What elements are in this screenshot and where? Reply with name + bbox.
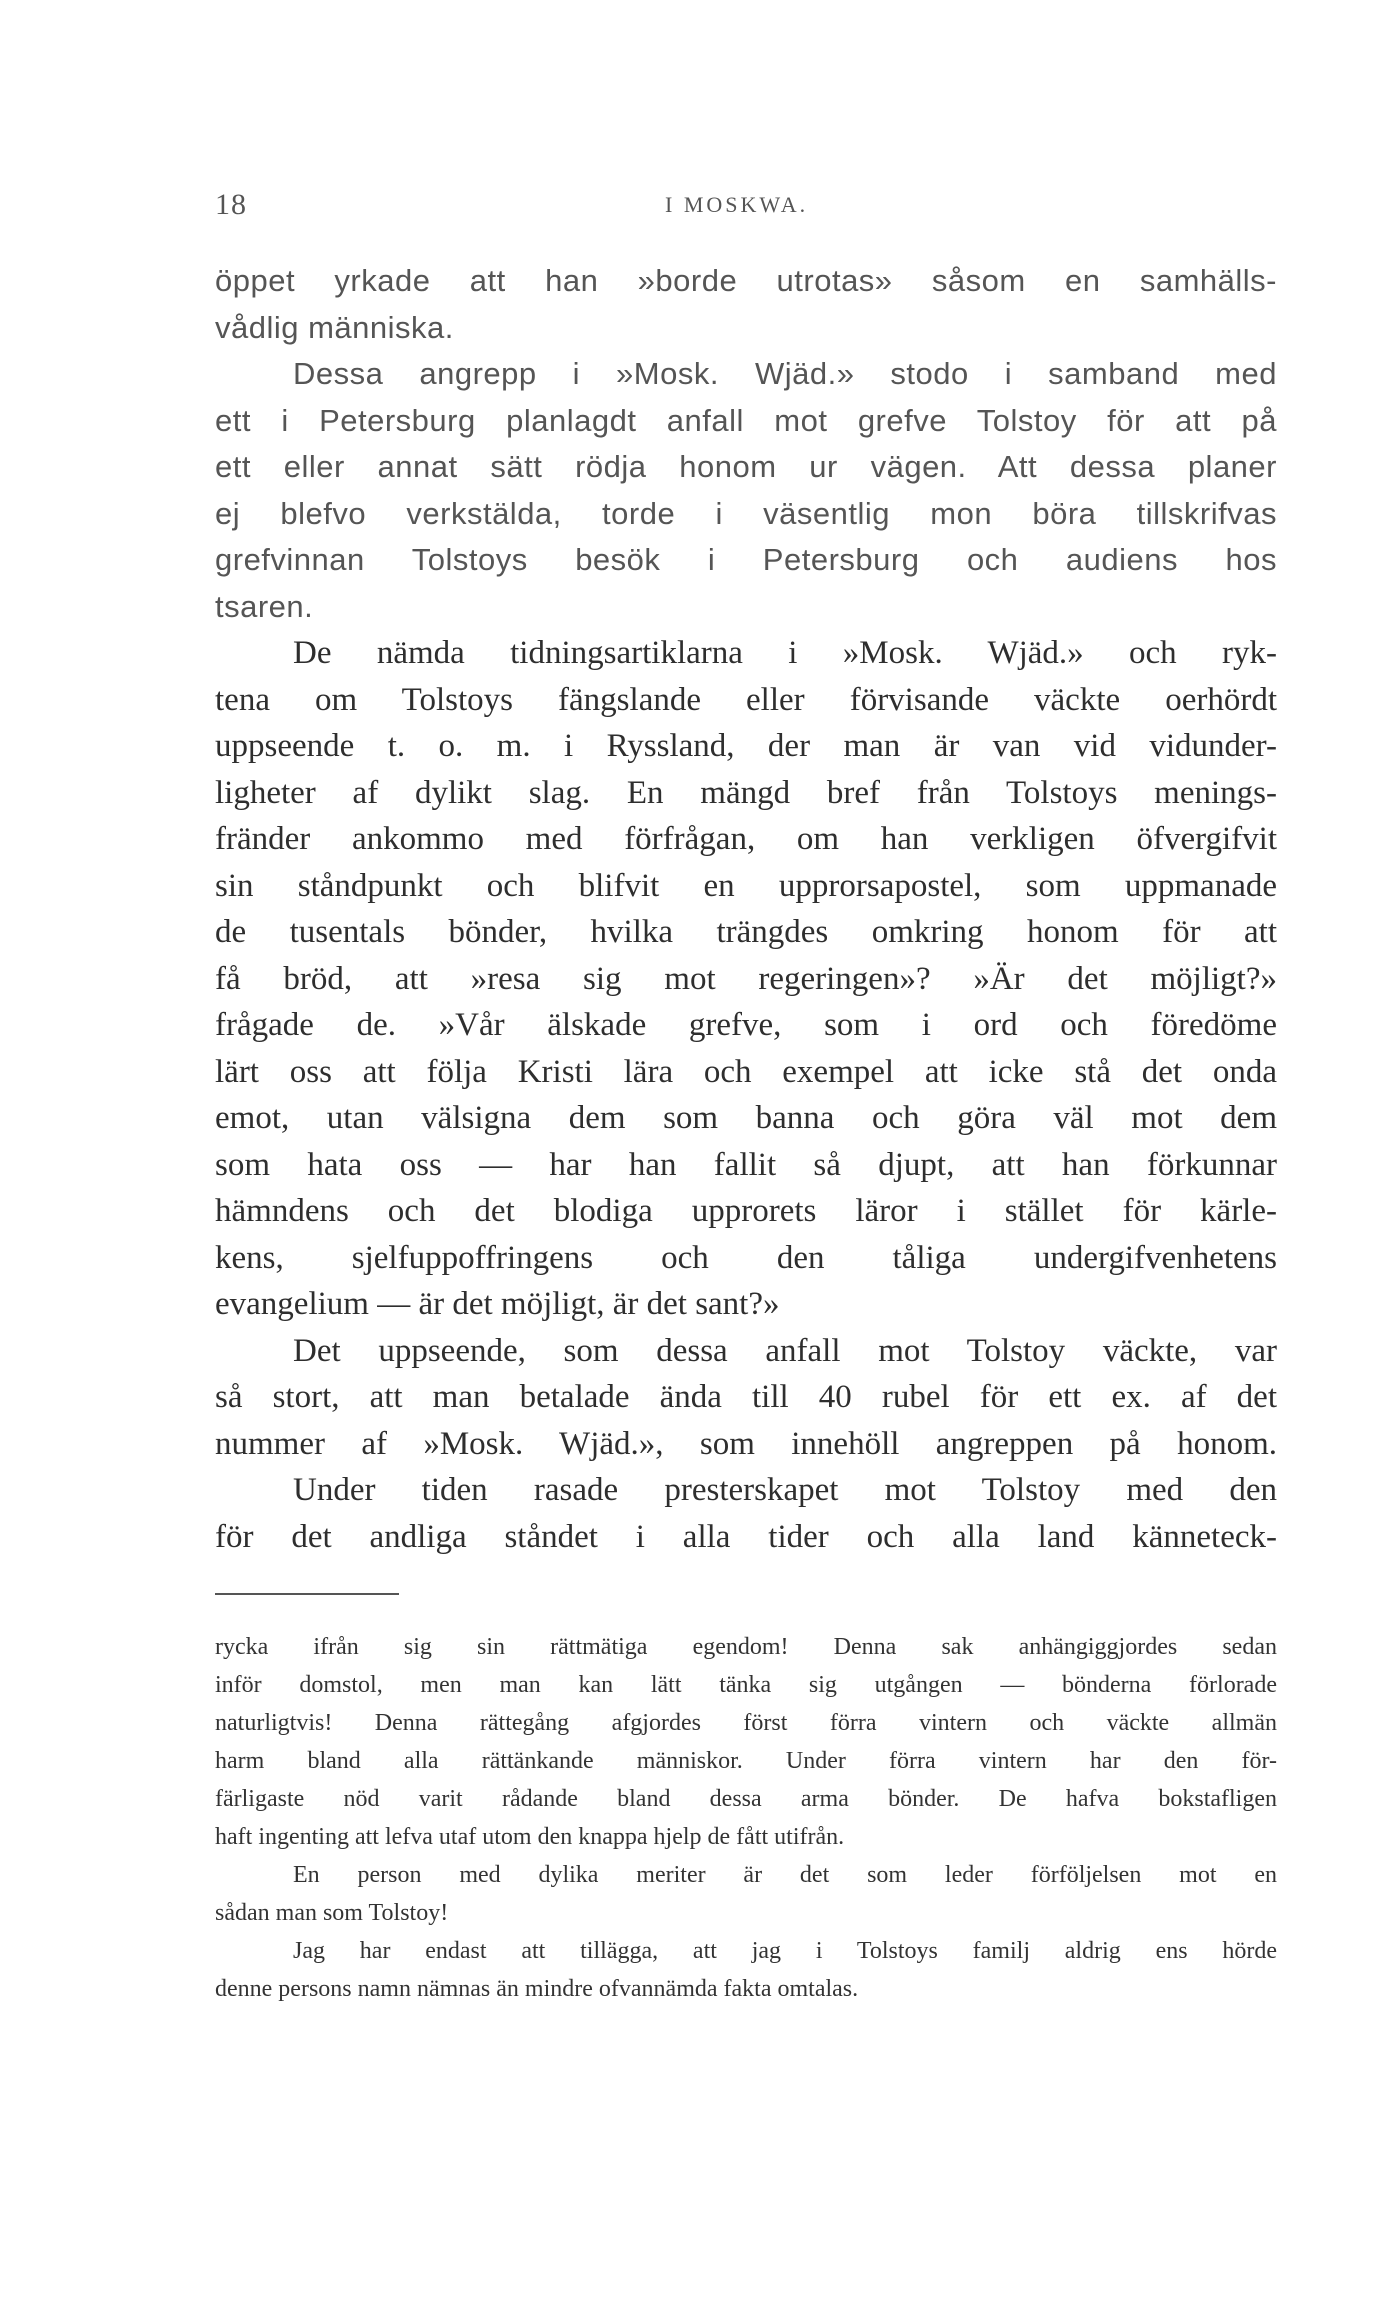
text-line: lärt oss att följa Kristi lära och exempel att icke stå det onda (215, 1053, 1277, 1090)
text-line: frågade de. »Vår älskade grefve, som i ord och föredöme (215, 1007, 1277, 1043)
footnote-line: denne persons namn nämnas än mindre ofvannämda fakta omtalas. (215, 1976, 859, 2002)
footnote-divider (215, 1593, 399, 1595)
text-line: vådlig människa. (215, 309, 454, 345)
footnote-line: inför domstol, men man kan lätt tänka sig utgången — bönderna förlorade (215, 1672, 1277, 1698)
text-line: sin ståndpunkt och blifvit en upprorsapostel, som uppmanade (215, 867, 1277, 904)
footnote-line: Jag har endast att tillägga, att jag i Tolstoys familj aldrig ens hörde (293, 1938, 1277, 1964)
text-line: så stort, att man betalade ända till 40 rubel för ett ex. af det (215, 1379, 1277, 1415)
footnote (215, 1628, 1277, 2008)
text-line: uppseende t. o. m. i Ryssland, der man är van vid vidunder- (215, 728, 1277, 764)
main-text (215, 258, 1277, 1560)
text-line: nummer af »Mosk. Wjäd.», som innehöll angreppen på honom. (215, 1425, 1277, 1462)
text-line: öppet yrkade att han »borde utrotas» såsom en samhälls- (215, 263, 1277, 298)
text-line: tena om Tolstoys fängslande eller förvisande väckte oerhördt (215, 681, 1277, 718)
text-line: evangelium — är det möjligt, är det sant?» (215, 1286, 780, 1322)
text-line: ej blefvo verkstälda, torde i väsentlig mon böra tillskrifvas (215, 495, 1277, 531)
text-line: få bröd, att »resa sig mot regeringen»? »Är det möjligt?» (215, 960, 1277, 997)
footnote-line: färligaste nöd varit rådande bland dessa arma bönder. De hafva bokstafligen (215, 1786, 1277, 1812)
footnote-line: En person med dylika meriter är det som leder förföljelsen mot en (293, 1862, 1277, 1888)
text-line: som hata oss — har han fallit så djupt, att han förkunnar (215, 1146, 1277, 1183)
footnote-line: harm bland alla rättänkande människor. Under förra vintern har den för- (215, 1748, 1277, 1774)
text-line: Dessa angrepp i »Mosk. Wjäd.» stodo i samband med (293, 356, 1277, 391)
footnote-line: naturligtvis! Denna rättegång afgjordes först förra vintern och väckte allmän (215, 1710, 1277, 1736)
page-number: 18 (215, 188, 247, 221)
text-line: De nämda tidningsartiklarna i »Mosk. Wjäd.» och ryk- (293, 635, 1277, 671)
text-line: ligheter af dylikt slag. En mängd bref från Tolstoys menings- (215, 774, 1277, 811)
page-header (215, 188, 1275, 236)
text-line: ett eller annat sätt rödja honom ur vägen. Att dessa planer (215, 449, 1277, 484)
footnote-line: rycka ifrån sig sin rättmätiga egendom! Denna sak anhängiggjordes sedan (215, 1634, 1277, 1660)
footnote-line: sådan man som Tolstoy! (215, 1900, 449, 1926)
text-line: grefvinnan Tolstoys besök i Petersburg och audiens hos (215, 542, 1277, 577)
running-title: I MOSKWA. (665, 192, 809, 217)
text-line: tsaren. (215, 588, 314, 624)
text-line: för det andliga ståndet i alla tider och alla land känneteck- (215, 1518, 1277, 1555)
text-line: de tusentals bönder, hvilka trängdes omkring honom för att (215, 914, 1277, 950)
text-line: ett i Petersburg planlagdt anfall mot grefve Tolstoy för att på (215, 402, 1277, 438)
text-line: kens, sjelfuppoffringens och den tåliga undergifvenhetens (215, 1239, 1277, 1276)
text-line: Under tiden rasade presterskapet mot Tolstoy med den (293, 1472, 1277, 1508)
text-line: hämndens och det blodiga upprorets läror i stället för kärle- (215, 1193, 1277, 1229)
text-line: fränder ankommo med förfrågan, om han verkligen öfvergifvit (215, 821, 1277, 857)
text-line: emot, utan välsigna dem som banna och göra väl mot dem (215, 1100, 1277, 1136)
footnote-line: haft ingenting att lefva utaf utom den knappa hjelp de fått utifrån. (215, 1824, 845, 1850)
text-line: Det uppseende, som dessa anfall mot Tolstoy väckte, var (293, 1332, 1277, 1369)
